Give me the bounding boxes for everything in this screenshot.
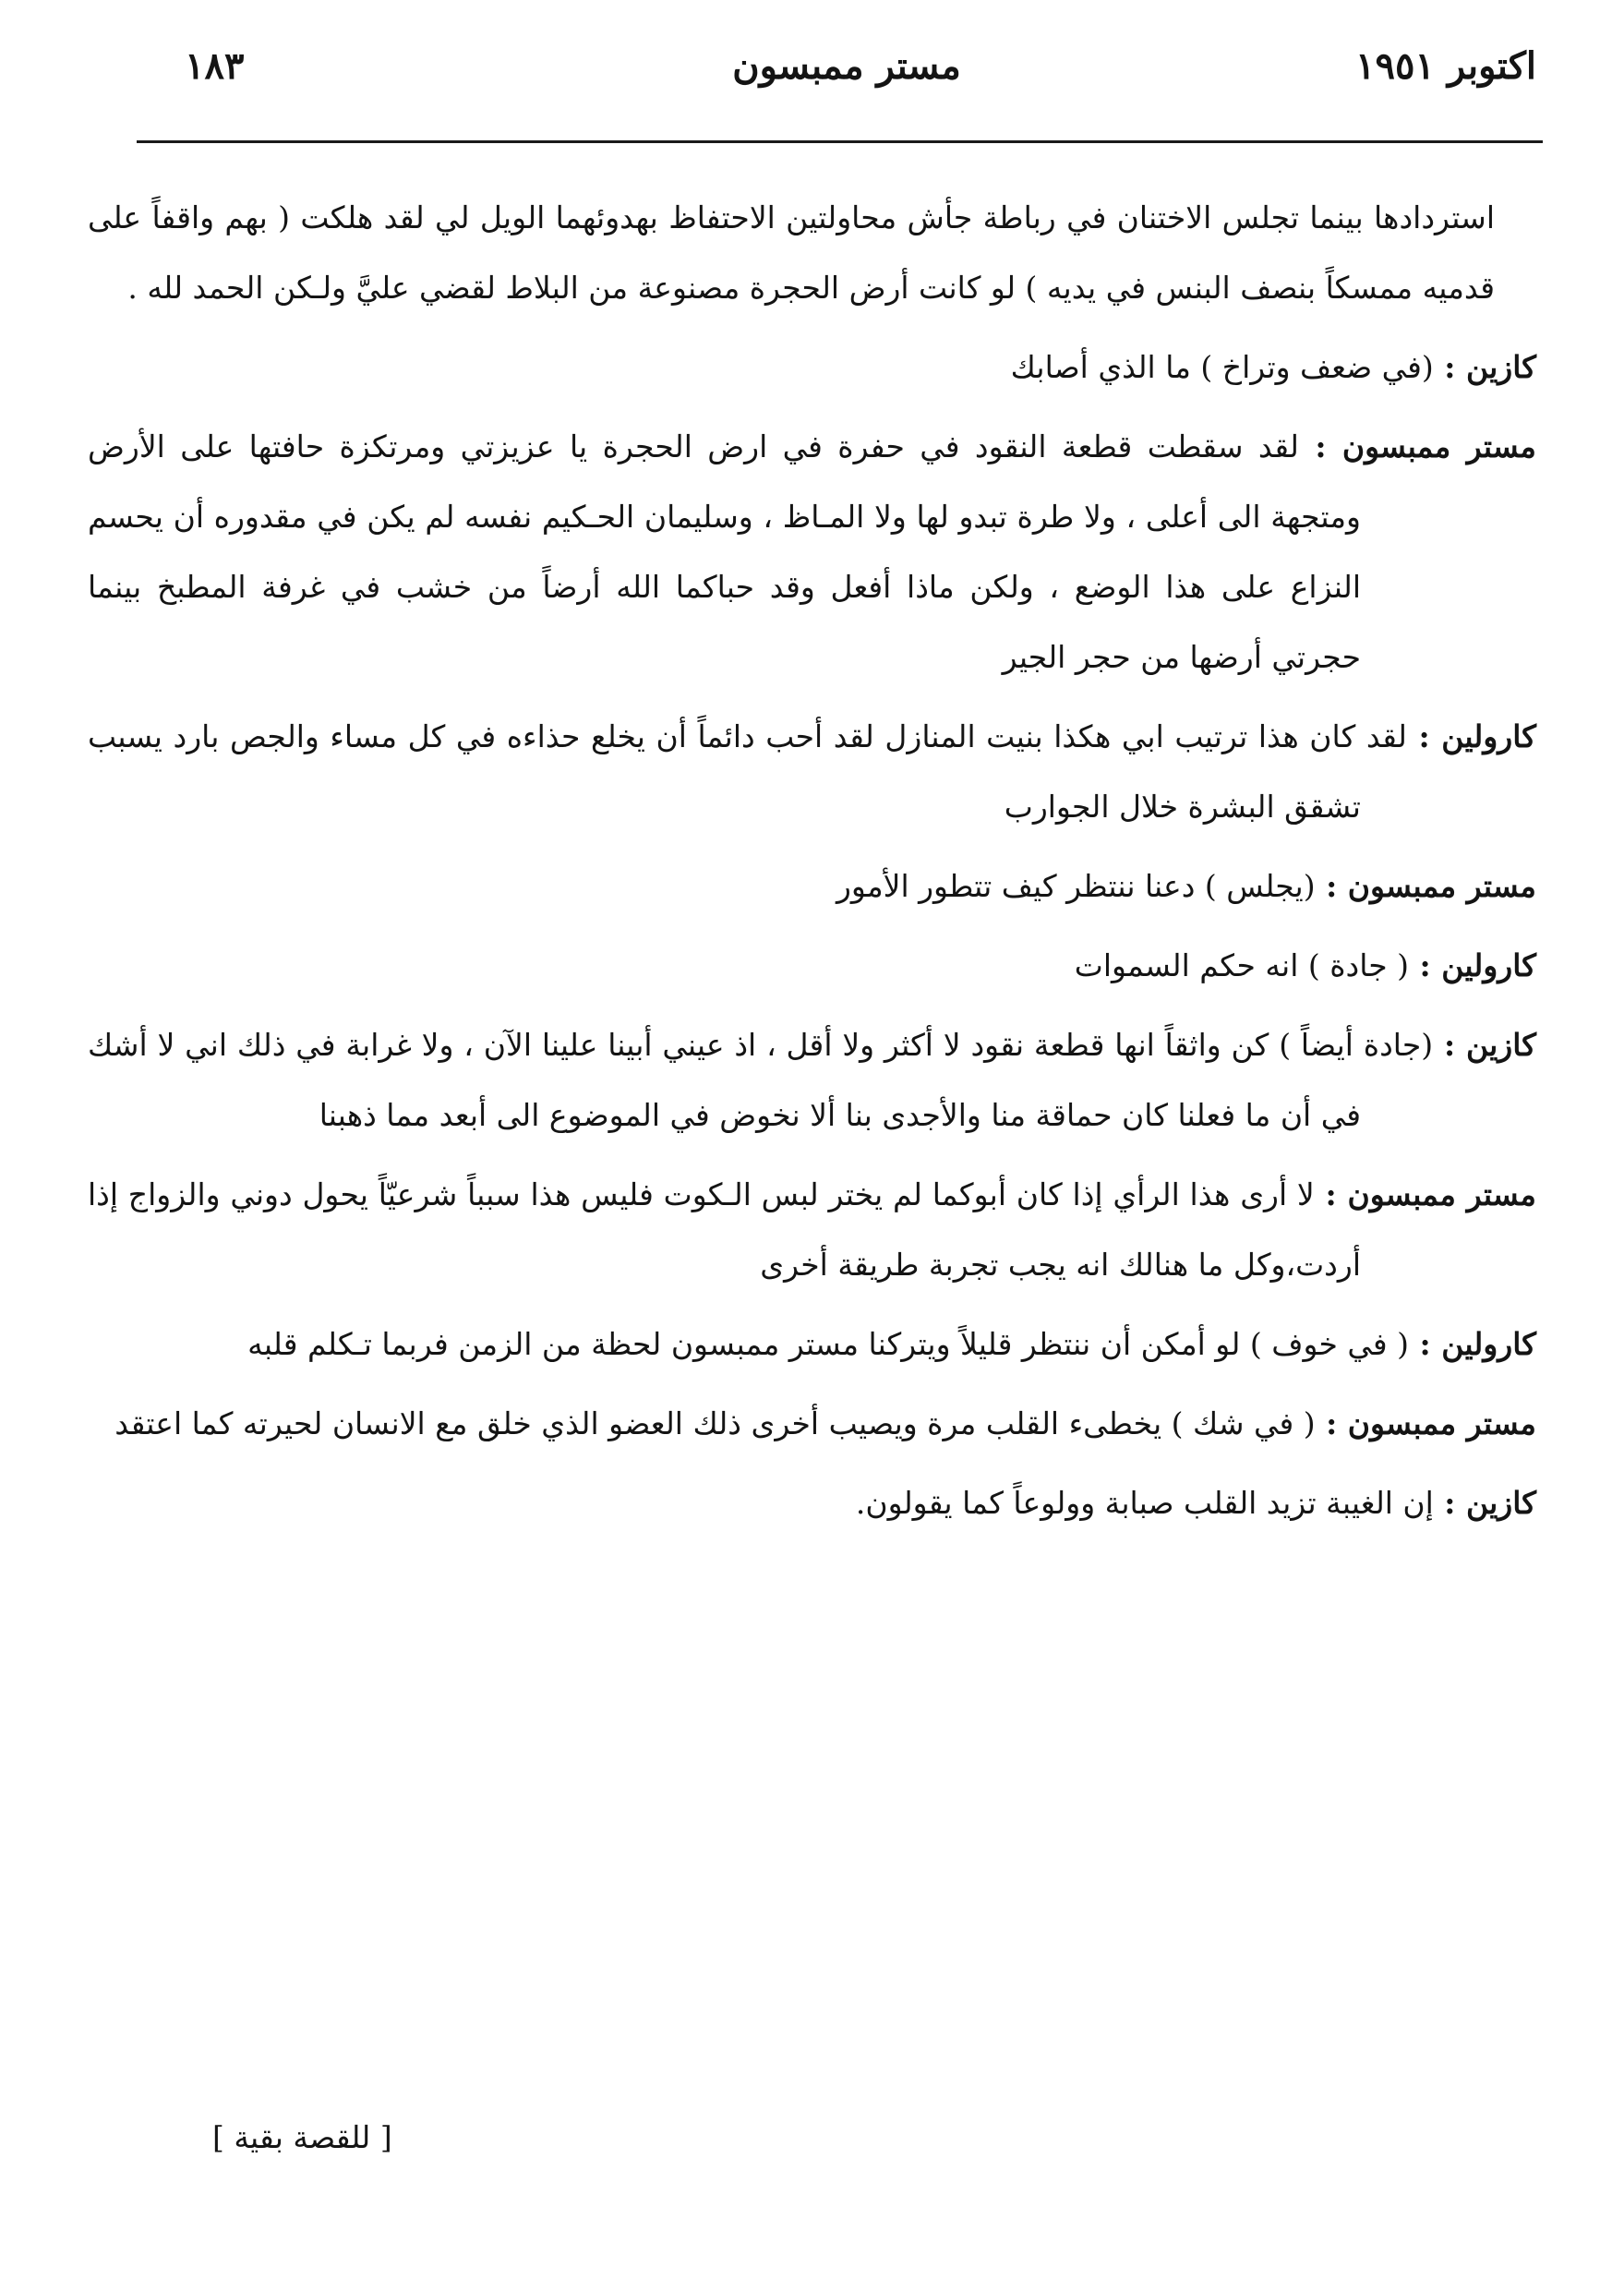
- dialogue-text: ( في خوف ) لو أمكن أن ننتظر قليلاً ويتركنا مستر ممبسون لحظة من الزمن فربما تـكلم قلبه: [247, 1326, 1410, 1362]
- dialogue-paragraph: مستر ممبسون : (يجلس ) دعنا ننتظر كيف تتطور الأمور: [836, 868, 1536, 904]
- dialogue-text: (في ضعف وتراخ ) ما الذي أصابك: [1010, 349, 1434, 385]
- speaker-name: كازين: [1465, 1027, 1536, 1063]
- dialogue-paragraph: مستر ممبسون : لقد سقطت قطعة النقود في حفرة في ارض الحجرة يا عزيزتي ومرتكزة حافتها على الأرض ومتجهة الى أعلى ، ولا طرة تبدو لها ولا المـاظ ، وسليمان الحـكيم نفسه لم يكن في مقدوره أن يحسم النزاع على هذا الوضع ، ولكن ماذا أفعل وقد حباكما الله أرضاً من خشب في غرفة المطبخ بينما حجرتي أرضها من حجر الجير: [88, 428, 1536, 675]
- speaker-name: مستر ممبسون: [1347, 1176, 1536, 1212]
- header-rule: [137, 140, 1543, 143]
- dialogue-paragraph: كارولين : ( جادة ) انه حكم السموات: [1074, 947, 1536, 983]
- dialogue-text: (يجلس ) دعنا ننتظر كيف تتطور الأمور: [836, 868, 1316, 904]
- page-header: [157, 44, 1536, 109]
- dialogue-text: ( جادة ) انه حكم السموات: [1074, 947, 1410, 983]
- dialogue-paragraph: كازين : إن الغيبة تزيد القلب صبابة وولوعاً كما يقولون.: [855, 1485, 1536, 1521]
- to-be-continued-note: [ للقصة بقية ]: [212, 2119, 392, 2155]
- speaker-name: كارولين: [1441, 1326, 1536, 1362]
- dialogue-text: لقد سقطت قطعة النقود في حفرة في ارض الحجرة يا عزيزتي ومرتكزة حافتها على الأرض ومتجهة الى أعلى ، ولا طرة تبدو لها ولا المـاظ ، وسليمان الحـكيم نفسه لم يكن في مقدوره أن يحسم النزاع على هذا الوضع ، ولكن ماذا أفعل وقد حباكما الله أرضاً من خشب في غرفة المطبخ بينما حجرتي أرضها من حجر الجير: [88, 428, 1361, 675]
- dialogue-paragraph: كارولين : لقد كان هذا ترتيب ابي هكذا بنيت المنازل لقد أحب دائماً أن يخلع حذاءه في كل مساء والجص بارد يسبب تشقق البشرة خلال الجوارب: [88, 718, 1536, 825]
- dialogue-paragraph: كارولين : ( في خوف ) لو أمكن أن ننتظر قليلاً ويتركنا مستر ممبسون لحظة من الزمن فربما تـكلم قلبه: [247, 1326, 1536, 1362]
- issue-date: اكتوبر ١٩٥١: [1355, 44, 1536, 88]
- dialogue-body: [88, 183, 1536, 1548]
- dialogue-paragraph: كازين : (جادة أيضاً ) كن واثقاً انها قطعة نقود لا أكثر ولا أقل ، اذ عيني أبينا علينا الآن ، ولا غرابة في ذلك اني لا أشك في أن ما فعلنا كان حماقة منا والأجدى بنا ألا نخوض في الموضوع الى أبعد مما ذهبنا: [88, 1027, 1536, 1133]
- dialogue-text: إن الغيبة تزيد القلب صبابة وولوعاً كما يقولون.: [855, 1485, 1434, 1521]
- page-number: ١٨٣: [185, 44, 245, 88]
- speaker-name: مستر ممبسون: [1347, 868, 1536, 904]
- dialogue-text: لا أرى هذا الرأي إذا كان أبوكما لم يختر لبس الـكوت فليس هذا سبباً شرعيّاً يحول دوني والزواج إذا أردت،وكل ما هنالك انه يجب تجربة طريقة أخرى: [88, 1176, 1361, 1283]
- dialogue-text: (جادة أيضاً ) كن واثقاً انها قطعة نقود لا أكثر ولا أقل ، اذ عيني أبينا علينا الآن ، ولا غرابة في ذلك اني لا أشك في أن ما فعلنا كان حماقة منا والأجدى بنا ألا نخوض في الموضوع الى أبعد مما ذهبنا: [88, 1027, 1434, 1133]
- speaker-name: كارولين: [1441, 718, 1536, 754]
- dialogue-paragraph: [88, 183, 1536, 323]
- speaker-name: كازين: [1465, 1485, 1536, 1521]
- running-title: مستر ممبسون: [732, 44, 961, 88]
- dialogue-text: لقد كان هذا ترتيب ابي هكذا بنيت المنازل لقد أحب دائماً أن يخلع حذاءه في كل مساء والجص بارد يسبب تشقق البشرة خلال الجوارب: [88, 718, 1407, 825]
- speaker-name: كارولين: [1441, 947, 1536, 983]
- dialogue-paragraph: كازين : (في ضعف وتراخ ) ما الذي أصابك: [1010, 349, 1536, 385]
- speaker-name: مستر ممبسون: [1347, 1405, 1536, 1441]
- dialogue-paragraph: مستر ممبسون : ( في شك ) يخطىء القلب مرة ويصيب أخرى ذلك العضو الذي خلق مع الانسان لحيرته كما اعتقد: [114, 1405, 1536, 1441]
- dialogue-text: استردادها بينما تجلس الاختنان في رباطة جأش محاولتين الاحتفاظ بهدوئهما الويل لي لقد هلكت ( بهم واقفاً على قدميه ممسكاً بنصف البنس في يديه ) لو كانت أرض الحجرة مصنوعة من البلاط لقضي عليَّ ولـكن الحمد لله .: [88, 199, 1495, 306]
- dialogue-paragraph: مستر ممبسون : لا أرى هذا الرأي إذا كان أبوكما لم يختر لبس الـكوت فليس هذا سبباً شرعيّاً يحول دوني والزواج إذا أردت،وكل ما هنالك انه يجب تجربة طريقة أخرى: [88, 1176, 1536, 1283]
- speaker-name: مستر ممبسون: [1341, 428, 1536, 464]
- dialogue-text: ( في شك ) يخطىء القلب مرة ويصيب أخرى ذلك العضو الذي خلق مع الانسان لحيرته كما اعتقد: [114, 1405, 1316, 1441]
- speaker-name: كازين: [1465, 349, 1536, 385]
